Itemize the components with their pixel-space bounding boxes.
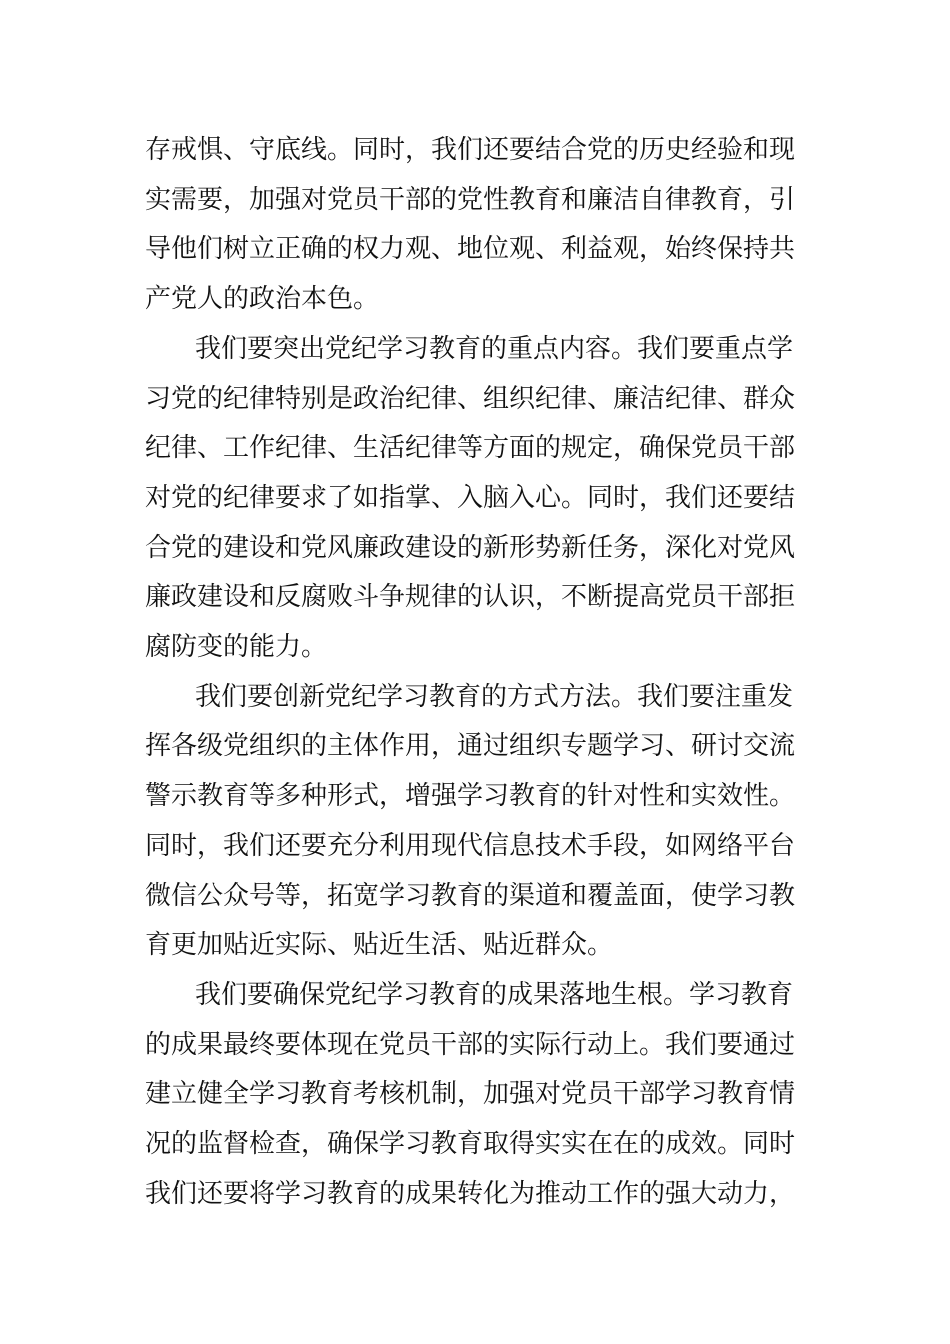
- text-line: 建立健全学习教育考核机制，加强对党员干部学习教育情: [145, 1079, 796, 1110]
- text-line: 况的监督检查，确保学习教育取得实实在在的成效。同时: [145, 1129, 796, 1160]
- paragraph-first-line: 我们要创新党纪学习教育的方式方法。我们要注重发: [195, 681, 794, 712]
- text-line: 产党人的政治本色。: [145, 284, 380, 315]
- text-line: 合党的建设和党风廉政建设的新形势新任务，深化对党风: [145, 532, 796, 563]
- paragraph-first-line: 我们要确保党纪学习教育的成果落地生根。学习教育: [195, 979, 794, 1010]
- text-line: 存戒惧、守底线。同时，我们还要结合党的历史经验和现: [145, 135, 796, 165]
- document-body: [145, 126, 810, 1219]
- text-line: 育更加贴近实际、贴近生活、贴近群众。: [145, 930, 614, 961]
- text-line: 我们还要将学习教育的成果转化为推动工作的强大动力，: [145, 1178, 796, 1209]
- text-line: 对党的纪律要求了如指掌、入脑入心。同时，我们还要结: [145, 482, 796, 513]
- text-line: 的成果最终要体现在党员干部的实际行动上。我们要通过: [145, 1029, 796, 1060]
- text-line: 挥各级党组织的主体作用，通过组织专题学习、研讨交流: [145, 731, 796, 762]
- text-line: 微信公众号等，拓宽学习教育的渠道和覆盖面，使学习教: [145, 880, 796, 911]
- paragraph-first-line: 我们要突出党纪学习教育的重点内容。我们要重点学: [195, 333, 794, 364]
- text-line: 实需要，加强对党员干部的党性教育和廉洁自律教育，引: [145, 184, 796, 215]
- text-line: 纪律、工作纪律、生活纪律等方面的规定，确保党员干部: [145, 433, 796, 464]
- text-line: 腐防变的能力。: [145, 632, 328, 663]
- text-line: 习党的纪律特别是政治纪律、组织纪律、廉洁纪律、群众: [145, 383, 796, 414]
- text-line: 导他们树立正确的权力观、地位观、利益观，始终保持共: [145, 234, 796, 265]
- text-line: 廉政建设和反腐败斗争规律的认识，不断提高党员干部拒: [145, 582, 796, 613]
- text-line: 警示教育等多种形式，增强学习教育的针对性和实效性。: [145, 781, 796, 812]
- text-line: 同时，我们还要充分利用现代信息技术手段，如网络平台: [145, 830, 796, 861]
